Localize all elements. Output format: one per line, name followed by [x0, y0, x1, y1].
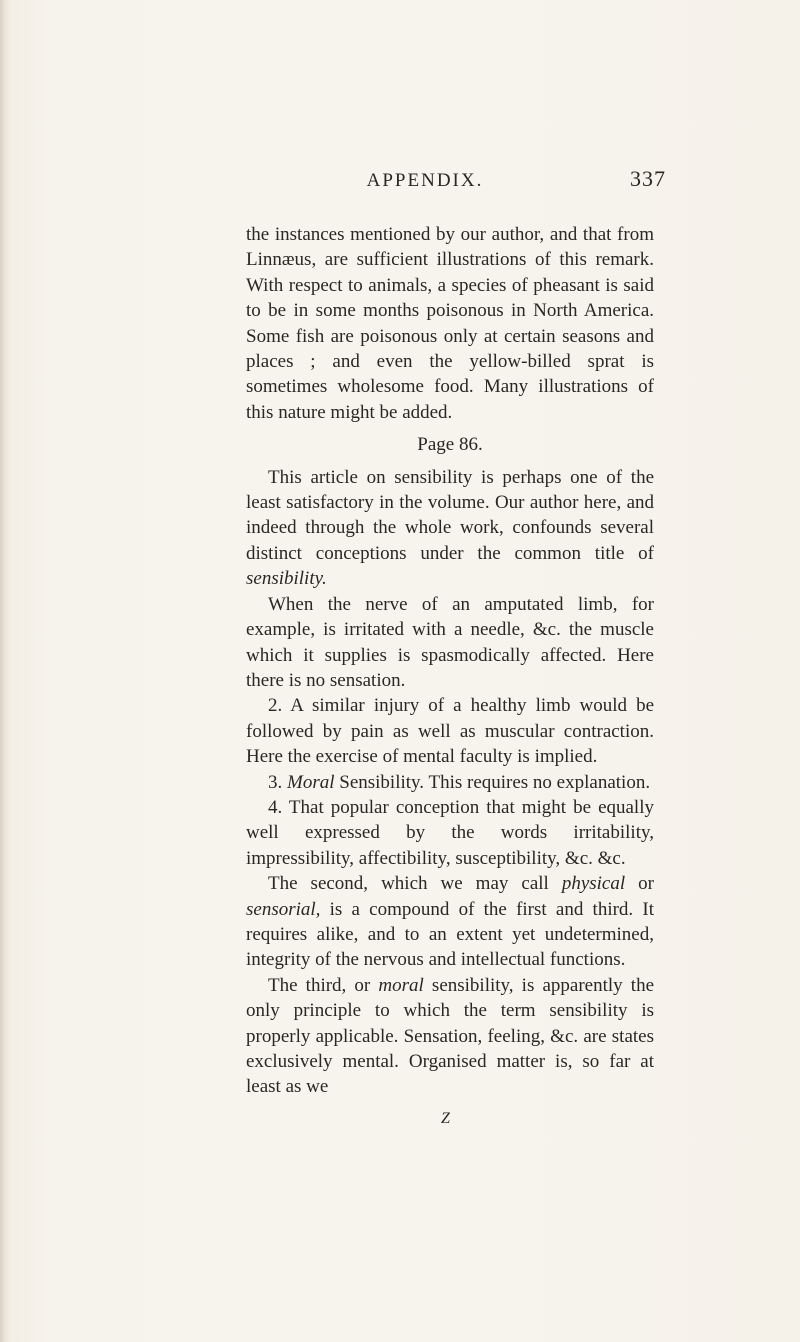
paragraph-amputated-limb: When the nerve of an amputated limb, for example, is irritated with a needle, &c. the muscle which it supplies is spasmodically affected. Here there is no sensation.	[246, 593, 654, 691]
paragraph-text: or	[625, 873, 654, 895]
page-number: 337	[630, 166, 666, 191]
emphasis-sensorial: sensorial,	[246, 898, 321, 920]
point-number: 3.	[268, 771, 287, 793]
emphasis-moral-2: moral	[378, 974, 424, 996]
running-head: APPENDIX.	[366, 170, 484, 191]
signature-mark: Z	[441, 1110, 450, 1127]
paragraph-point-4: 4. That popular conception that might be equally well expressed by the words irritability, impressibility, affectibility, susceptibility, &c. &c.	[246, 796, 654, 869]
paragraph-continuation: the instances mentioned by our author, and that from Linnæus, are sufficient illustrations of this remark. With respect to animals, a species of pheasant is said to be in some months poisonous in North America. Some fish are poisonous only at certain seasons and places ; and even the yellow-billed sprat is sometimes wholesome food. Many illustrations of this nature might be added.	[246, 224, 654, 423]
paragraph-text: The second, which we may call	[268, 873, 562, 895]
paragraph-text: The third, or	[268, 974, 379, 996]
binding-edge	[0, 0, 10, 1342]
section-heading: Page 86.	[417, 434, 483, 456]
emphasis-physical: physical	[561, 873, 626, 895]
paragraph-text: is a compound of the first and third. It requires alike, and to an extent yet undetermined, integrity of the nervous and intellectual functions.	[246, 898, 654, 971]
body-text	[246, 222, 654, 1100]
paragraph-point-3	[246, 770, 654, 795]
paragraph-sensibility-intro	[246, 465, 654, 592]
paragraph-third	[246, 973, 654, 1100]
emphasis-sensibility: sensibility.	[246, 568, 327, 590]
page-header	[190, 166, 666, 196]
paragraph-text: This article on sensibility is perhaps one of the least satisfactory in the volume. Our author here, and indeed through the whole work, confounds several distinct conceptions under the common title of	[246, 466, 654, 564]
paragraph-second	[246, 871, 654, 973]
paragraph-text: Sensibility. This requires no explanation.	[334, 771, 651, 793]
paragraph-point-2: 2. A similar injury of a healthy limb would be followed by pain as well as muscular contraction. Here the exercise of mental faculty is implied.	[246, 695, 654, 768]
emphasis-moral: Moral	[287, 771, 335, 793]
paragraph-text: sensibility, is apparently the only principle to which the term sensibility is properly applicable. Sensation, feeling, &c. are states exclusively mental. Organised matter is, so far at least as we	[246, 974, 654, 1098]
